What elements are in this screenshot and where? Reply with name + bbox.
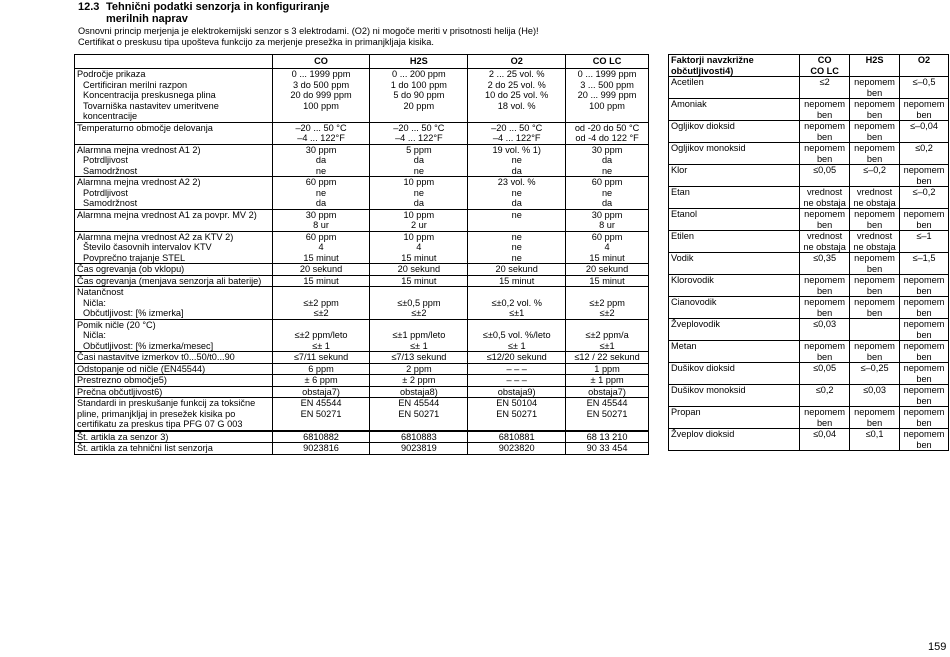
table-row bbox=[669, 209, 949, 231]
section-title-line2: merilnih naprav bbox=[106, 12, 188, 25]
cell-value: 9023816 bbox=[272, 443, 370, 455]
gas-name: Etilen bbox=[669, 231, 800, 253]
factor-value: nepomem ben bbox=[850, 253, 900, 275]
row-label: Št. artikla za tehnični list senzorja bbox=[75, 443, 273, 455]
cell-value: –20 ... 50 °C –4 ... 122°F bbox=[370, 122, 468, 144]
table-row bbox=[75, 352, 649, 364]
factor-value: ≤0,35 bbox=[800, 253, 850, 275]
table-row bbox=[75, 198, 649, 209]
factor-value: nepomem ben bbox=[800, 275, 850, 297]
factor-value: nepomem ben bbox=[900, 341, 949, 363]
cell-value: 15 minut bbox=[468, 275, 566, 287]
factor-value: ≤0,1 bbox=[850, 429, 900, 451]
cell-value bbox=[566, 319, 649, 330]
cell-value: 0 ... 200 ppm bbox=[370, 69, 468, 80]
cross-sensitivity-title: Faktorji navzkrižne občutljivosti4) bbox=[669, 55, 800, 77]
factor-value: nepomem ben bbox=[900, 297, 949, 319]
cell-value: 2 ppm bbox=[370, 363, 468, 375]
cross-sensitivity-table bbox=[668, 54, 949, 451]
factor-value: nepomem ben bbox=[850, 143, 900, 165]
row-label: Natančnost bbox=[75, 287, 273, 298]
row-label: Občutljivost: [% izmerka] bbox=[75, 308, 273, 319]
cell-value: 1 do 100 ppm bbox=[370, 80, 468, 91]
cell-value: 4 bbox=[272, 242, 370, 253]
cell-value: 0 ... 1999 ppm bbox=[272, 69, 370, 80]
table-row bbox=[669, 319, 949, 341]
gas-name: Cianovodik bbox=[669, 297, 800, 319]
factor-value: ≤–0,2 bbox=[900, 187, 949, 209]
cell-value: 4 bbox=[566, 242, 649, 253]
factor-value: nepomem ben bbox=[900, 319, 949, 341]
cell-value bbox=[370, 319, 468, 330]
table-row bbox=[75, 308, 649, 319]
cell-value: ≤± 1 bbox=[272, 341, 370, 352]
cell-value: 60 ppm bbox=[566, 177, 649, 188]
table-row bbox=[669, 99, 949, 121]
section-number: 12.3 bbox=[78, 1, 100, 13]
cell-value: ≤12 / 22 sekund bbox=[566, 352, 649, 364]
row-label: Alarmna mejna vrednost A2 za KTV 2) bbox=[75, 231, 273, 242]
gas-name: Žveplovodik bbox=[669, 319, 800, 341]
cell-value: EN 50104 EN 50271 bbox=[468, 398, 566, 431]
cell-value: ne bbox=[566, 188, 649, 199]
cell-value: 30 ppm 8 ur bbox=[272, 209, 370, 231]
table-row bbox=[669, 165, 949, 187]
cell-value: 15 minut bbox=[370, 253, 468, 264]
column-header: H2S bbox=[850, 55, 900, 77]
table-row bbox=[75, 398, 649, 431]
column-header: CO CO LC bbox=[800, 55, 850, 77]
section-title-line1: Tehnični podatki senzorja in konfiguriranje bbox=[106, 1, 330, 13]
cell-value: ne bbox=[370, 166, 468, 177]
table-row bbox=[75, 443, 649, 455]
cell-value bbox=[370, 287, 468, 298]
row-label: Povprečno trajanje STEL bbox=[75, 253, 273, 264]
row-label: Prestrezno območje5) bbox=[75, 375, 273, 387]
cell-value: 9023819 bbox=[370, 443, 468, 455]
cell-value bbox=[566, 287, 649, 298]
table-row bbox=[75, 275, 649, 287]
table-row bbox=[75, 144, 649, 155]
gas-name: Propan bbox=[669, 407, 800, 429]
cell-value: obstaja7) bbox=[272, 386, 370, 398]
table-row bbox=[75, 177, 649, 188]
factor-value: vrednost ne obstaja bbox=[800, 231, 850, 253]
factor-value: nepomem ben bbox=[850, 209, 900, 231]
column-header: O2 bbox=[900, 55, 949, 77]
row-label: Ničla: bbox=[75, 330, 273, 341]
cell-value: 6 ppm bbox=[272, 363, 370, 375]
page-number: 159 bbox=[928, 641, 947, 653]
cell-value: ≤±2 ppm/leto bbox=[272, 330, 370, 341]
cell-value: ≤±0,5 vol. %/leto bbox=[468, 330, 566, 341]
cell-value: 9023820 bbox=[468, 443, 566, 455]
cell-value: ≤±1 bbox=[566, 341, 649, 352]
cell-value: 90 33 454 bbox=[566, 443, 649, 455]
factor-value: ≤0,04 bbox=[800, 429, 850, 451]
table-row bbox=[669, 231, 949, 253]
table-row bbox=[75, 287, 649, 298]
header-blank bbox=[75, 55, 273, 69]
row-label: Samodržnost bbox=[75, 166, 273, 177]
gas-name: Klorovodik bbox=[669, 275, 800, 297]
table-row bbox=[669, 341, 949, 363]
row-label: Certificiran merilni razpon bbox=[75, 80, 273, 91]
factor-value: ≤2 bbox=[800, 77, 850, 99]
table-row bbox=[75, 209, 649, 231]
cell-value: ne bbox=[272, 166, 370, 177]
factor-value: nepomem ben bbox=[900, 363, 949, 385]
table-row bbox=[75, 242, 649, 253]
cell-value: 68 13 210 bbox=[566, 431, 649, 443]
table-row bbox=[669, 77, 949, 99]
factor-value: nepomem ben bbox=[800, 99, 850, 121]
row-label: Potrdljivost bbox=[75, 188, 273, 199]
table-row bbox=[75, 253, 649, 264]
factor-value: ≤–1 bbox=[900, 231, 949, 253]
row-label: Alarmna mejna vrednost A1 za povpr. MV 2) bbox=[75, 209, 273, 231]
factor-value: nepomem ben bbox=[900, 99, 949, 121]
cell-value: ne bbox=[468, 209, 566, 231]
cell-value: od -20 do 50 °C od -4 do 122 °F bbox=[566, 122, 649, 144]
row-label: Potrdljivost bbox=[75, 155, 273, 166]
cell-value: ≤±2 ppm bbox=[272, 298, 370, 309]
cell-value: ± 1 ppm bbox=[566, 375, 649, 387]
cell-value: ne bbox=[272, 188, 370, 199]
factor-value: ≤0,05 bbox=[800, 165, 850, 187]
cell-value: 2 do 25 vol. % bbox=[468, 80, 566, 91]
table-row bbox=[75, 341, 649, 352]
row-label: Prečna občutljivost6) bbox=[75, 386, 273, 398]
gas-name: Dušikov monoksid bbox=[669, 385, 800, 407]
cell-value: ≤±2 ppm/a bbox=[566, 330, 649, 341]
cell-value: 3 ... 500 ppm bbox=[566, 80, 649, 91]
table-row bbox=[669, 187, 949, 209]
table-row bbox=[75, 386, 649, 398]
cell-value: EN 45544 EN 50271 bbox=[566, 398, 649, 431]
cell-value: obstaja8) bbox=[370, 386, 468, 398]
cell-value: 18 vol. % bbox=[468, 101, 566, 123]
cell-value: EN 45544 EN 50271 bbox=[370, 398, 468, 431]
cell-value: ± 2 ppm bbox=[370, 375, 468, 387]
cell-value: ± 6 ppm bbox=[272, 375, 370, 387]
cell-value: 10 do 25 vol. % bbox=[468, 90, 566, 101]
cell-value: 1 ppm bbox=[566, 363, 649, 375]
gas-name: Ogljikov dioksid bbox=[669, 121, 800, 143]
cell-value: 6810881 bbox=[468, 431, 566, 443]
sensor-spec-table bbox=[74, 54, 649, 455]
row-label: Občutljivost: [% izmerka/mesec] bbox=[75, 341, 273, 352]
table-row bbox=[75, 375, 649, 387]
cell-value: 19 vol. % 1) bbox=[468, 144, 566, 155]
cell-value: 10 ppm 2 ur bbox=[370, 209, 468, 231]
table-row bbox=[75, 80, 649, 91]
cell-value: da bbox=[272, 155, 370, 166]
gas-name: Amoniak bbox=[669, 99, 800, 121]
factor-value: nepomem ben bbox=[850, 341, 900, 363]
cell-value: 20 ... 999 ppm bbox=[566, 90, 649, 101]
factor-value: nepomem ben bbox=[900, 429, 949, 451]
row-label: Št. artikla za senzor 3) bbox=[75, 431, 273, 443]
cell-value: 20 sekund bbox=[566, 264, 649, 276]
cell-value: 30 ppm bbox=[566, 144, 649, 155]
table-row bbox=[75, 264, 649, 276]
cell-value: da bbox=[370, 155, 468, 166]
cell-value: –20 ... 50 °C –4 ... 122°F bbox=[468, 122, 566, 144]
cell-value: 23 vol. % bbox=[468, 177, 566, 188]
table-row bbox=[75, 166, 649, 177]
cell-value: 10 ppm bbox=[370, 177, 468, 188]
factor-value: nepomem ben bbox=[800, 209, 850, 231]
cell-value: ≤± 1 bbox=[370, 341, 468, 352]
table-row bbox=[75, 188, 649, 199]
gas-name: Dušikov dioksid bbox=[669, 363, 800, 385]
factor-value: vrednost ne obstaja bbox=[850, 231, 900, 253]
factor-value: ≤0,2 bbox=[900, 143, 949, 165]
cell-value: ≤±2 bbox=[272, 308, 370, 319]
cell-value: ne bbox=[468, 253, 566, 264]
gas-name: Klor bbox=[669, 165, 800, 187]
column-header: H2S bbox=[370, 55, 468, 69]
factor-value: nepomem ben bbox=[800, 121, 850, 143]
table-row bbox=[669, 429, 949, 451]
factor-value: nepomem ben bbox=[800, 297, 850, 319]
factor-value: nepomem ben bbox=[850, 407, 900, 429]
row-label: Standardi in preskušanje funkcij za toksične pline, primanjkljaj in presežek kisika po certifikatu za preskus tipa PFG 07 G 003 bbox=[75, 398, 273, 431]
cell-value: ≤7/13 sekund bbox=[370, 352, 468, 364]
table-row bbox=[669, 275, 949, 297]
cell-value: ≤±2 bbox=[370, 308, 468, 319]
cell-value: obstaja7) bbox=[566, 386, 649, 398]
row-label: Čas ogrevanja (ob vklopu) bbox=[75, 264, 273, 276]
cell-value: 60 ppm bbox=[272, 177, 370, 188]
table-row bbox=[669, 143, 949, 165]
cell-value: 6810883 bbox=[370, 431, 468, 443]
cell-value: 5 do 90 ppm bbox=[370, 90, 468, 101]
row-label: Področje prikaza bbox=[75, 69, 273, 80]
cell-value: da bbox=[566, 198, 649, 209]
cell-value: 20 ppm bbox=[370, 101, 468, 123]
cell-value: – – – bbox=[468, 363, 566, 375]
factor-value: vrednost ne obstaja bbox=[850, 187, 900, 209]
cell-value: obstaja9) bbox=[468, 386, 566, 398]
intro-line2: Certifikat o preskusu tipa upošteva funkcijo za merjenje presežka in primanjkljaja kisika. bbox=[78, 36, 434, 47]
factor-value: nepomem ben bbox=[900, 385, 949, 407]
table-row bbox=[75, 90, 649, 101]
row-label: Čas ogrevanja (menjava senzorja ali baterije) bbox=[75, 275, 273, 287]
table-row bbox=[75, 363, 649, 375]
cell-value: 30 ppm bbox=[272, 144, 370, 155]
factor-value bbox=[850, 319, 900, 341]
table-row bbox=[75, 431, 649, 443]
cell-value: 0 ... 1999 ppm bbox=[566, 69, 649, 80]
factor-value: ≤–1,5 bbox=[900, 253, 949, 275]
table-row bbox=[75, 122, 649, 144]
row-label: Odstopanje od ničle (EN45544) bbox=[75, 363, 273, 375]
factor-value: ≤0,03 bbox=[850, 385, 900, 407]
cell-value: ne bbox=[468, 155, 566, 166]
gas-name: Žveplov dioksid bbox=[669, 429, 800, 451]
table-row bbox=[669, 385, 949, 407]
gas-name: Ogljikov monoksid bbox=[669, 143, 800, 165]
factor-value: nepomem ben bbox=[850, 121, 900, 143]
table-row bbox=[669, 121, 949, 143]
gas-name: Vodik bbox=[669, 253, 800, 275]
factor-value: vrednost ne obstaja bbox=[800, 187, 850, 209]
table-row bbox=[75, 69, 649, 80]
cell-value: 15 minut bbox=[272, 253, 370, 264]
row-label: Alarmna mejna vrednost A1 2) bbox=[75, 144, 273, 155]
factor-value: nepomem ben bbox=[900, 165, 949, 187]
column-header: CO LC bbox=[566, 55, 649, 69]
factor-value: nepomem ben bbox=[850, 275, 900, 297]
cell-value: 15 minut bbox=[272, 275, 370, 287]
table-row bbox=[669, 363, 949, 385]
cell-value: 30 ppm 8 ur bbox=[566, 209, 649, 231]
cell-value: 60 ppm bbox=[566, 231, 649, 242]
table-row bbox=[75, 231, 649, 242]
intro-line1: Osnovni princip merjenja je elektrokemijski senzor s 3 elektrodami. (O2) ni mogoče meriti v prisotnosti helija (He)! bbox=[78, 26, 539, 36]
cell-value: ≤±1 bbox=[468, 308, 566, 319]
cell-value: da bbox=[370, 198, 468, 209]
cell-value: ne bbox=[468, 231, 566, 242]
factor-value: ≤–0,5 bbox=[900, 77, 949, 99]
cell-value: 100 ppm bbox=[272, 101, 370, 123]
table-row bbox=[669, 297, 949, 319]
cell-value bbox=[272, 287, 370, 298]
factor-value: ≤0,2 bbox=[800, 385, 850, 407]
cell-value bbox=[468, 319, 566, 330]
factor-value: nepomem ben bbox=[900, 407, 949, 429]
column-header: CO bbox=[272, 55, 370, 69]
cell-value: 3 do 500 ppm bbox=[272, 80, 370, 91]
gas-name: Etan bbox=[669, 187, 800, 209]
cell-value: ≤±0,5 ppm bbox=[370, 298, 468, 309]
cell-value: 60 ppm bbox=[272, 231, 370, 242]
row-label: Alarmna mejna vrednost A2 2) bbox=[75, 177, 273, 188]
factor-value: nepomem ben bbox=[800, 407, 850, 429]
gas-name: Etanol bbox=[669, 209, 800, 231]
cell-value bbox=[468, 287, 566, 298]
intro-text bbox=[78, 26, 539, 47]
row-label: Temperaturno območje delovanja bbox=[75, 122, 273, 144]
cell-value: da bbox=[468, 198, 566, 209]
gas-name: Metan bbox=[669, 341, 800, 363]
cell-value: ≤±2 ppm bbox=[566, 298, 649, 309]
cell-value: ≤7/11 sekund bbox=[272, 352, 370, 364]
cell-value bbox=[272, 319, 370, 330]
factor-value: ≤–0,04 bbox=[900, 121, 949, 143]
cell-value: 15 minut bbox=[566, 275, 649, 287]
factor-value: nepomem ben bbox=[850, 99, 900, 121]
cell-value: 20 sekund bbox=[468, 264, 566, 276]
table-row bbox=[75, 155, 649, 166]
factor-value: nepomem ben bbox=[800, 341, 850, 363]
cell-value: ≤12/20 sekund bbox=[468, 352, 566, 364]
cell-value: 20 sekund bbox=[272, 264, 370, 276]
cell-value: ne bbox=[566, 166, 649, 177]
cell-value: EN 45544 EN 50271 bbox=[272, 398, 370, 431]
cell-value: 2 ... 25 vol. % bbox=[468, 69, 566, 80]
table-row bbox=[669, 253, 949, 275]
factor-value: nepomem ben bbox=[800, 143, 850, 165]
table-row bbox=[669, 407, 949, 429]
table-row bbox=[75, 101, 649, 123]
cell-value: – – – bbox=[468, 375, 566, 387]
factor-value: nepomem ben bbox=[850, 297, 900, 319]
cell-value: –20 ... 50 °C –4 ... 122°F bbox=[272, 122, 370, 144]
cell-value: 20 sekund bbox=[370, 264, 468, 276]
factor-value: ≤–0,2 bbox=[850, 165, 900, 187]
row-label: Tovarniška nastavitev umeritvene koncentracije bbox=[75, 101, 273, 123]
factor-value: ≤–0,25 bbox=[850, 363, 900, 385]
cell-value: ≤±0,2 vol. % bbox=[468, 298, 566, 309]
row-label: Ničla: bbox=[75, 298, 273, 309]
cell-value: 15 minut bbox=[370, 275, 468, 287]
factor-value: ≤0,03 bbox=[800, 319, 850, 341]
row-label: Časi nastavitve izmerkov t0...50/t0...90 bbox=[75, 352, 273, 364]
table-row bbox=[75, 298, 649, 309]
cell-value: 15 minut bbox=[566, 253, 649, 264]
cell-value: 4 bbox=[370, 242, 468, 253]
cell-value: 10 ppm bbox=[370, 231, 468, 242]
cell-value: ne bbox=[370, 188, 468, 199]
cell-value: da bbox=[566, 155, 649, 166]
cell-value: ≤±1 ppm/leto bbox=[370, 330, 468, 341]
gas-name: Acetilen bbox=[669, 77, 800, 99]
table-row bbox=[75, 319, 649, 330]
cell-value: ≤±2 bbox=[566, 308, 649, 319]
row-label: Samodržnost bbox=[75, 198, 273, 209]
cell-value: 5 ppm bbox=[370, 144, 468, 155]
section-heading bbox=[78, 2, 330, 25]
cell-value: 6810882 bbox=[272, 431, 370, 443]
cell-value: ≤± 1 bbox=[468, 341, 566, 352]
factor-value: nepomem ben bbox=[900, 209, 949, 231]
factor-value: ≤0,05 bbox=[800, 363, 850, 385]
column-header: O2 bbox=[468, 55, 566, 69]
cell-value: 100 ppm bbox=[566, 101, 649, 123]
factor-value: nepomem ben bbox=[900, 275, 949, 297]
cell-value: ne bbox=[468, 242, 566, 253]
cell-value: ne bbox=[468, 188, 566, 199]
row-label: Koncentracija preskusnega plina bbox=[75, 90, 273, 101]
cell-value: da bbox=[468, 166, 566, 177]
row-label: Pomik ničle (20 °C) bbox=[75, 319, 273, 330]
cell-value: da bbox=[272, 198, 370, 209]
row-label: Število časovnih intervalov KTV bbox=[75, 242, 273, 253]
table-row bbox=[75, 330, 649, 341]
cell-value: 20 do 999 ppm bbox=[272, 90, 370, 101]
factor-value: nepomem ben bbox=[850, 77, 900, 99]
